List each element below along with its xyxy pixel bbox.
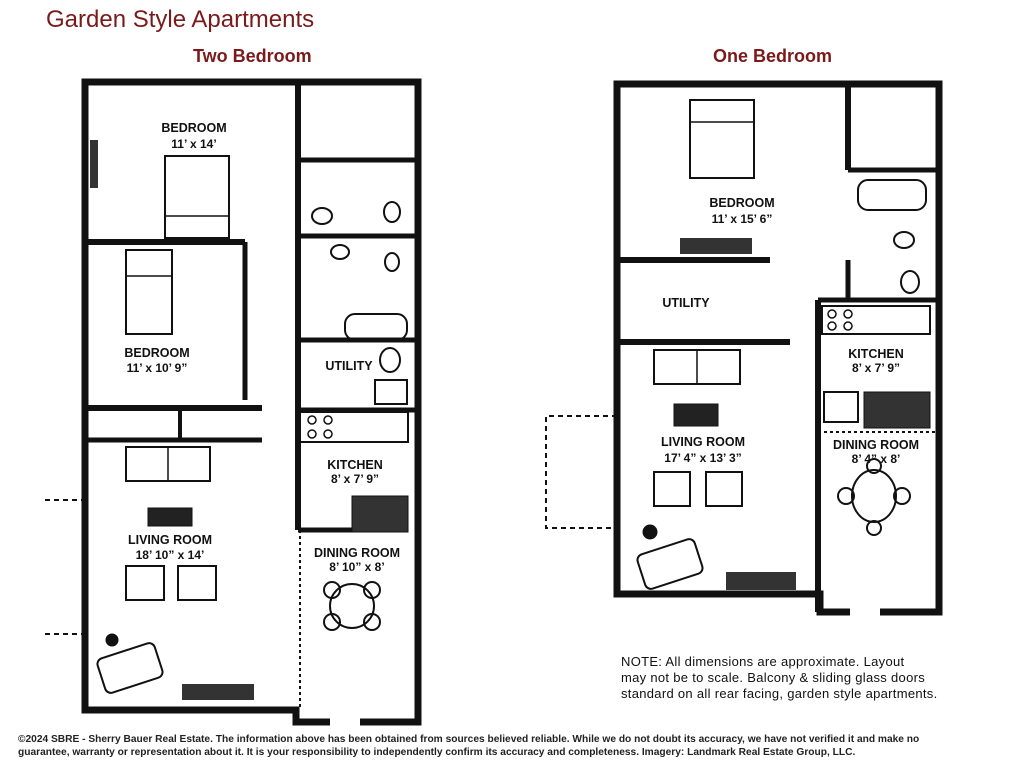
two-bedroom-plan <box>45 82 418 722</box>
copyright-disclaimer <box>18 733 1013 759</box>
one-bed-utility-name: UTILITY <box>662 296 710 310</box>
two-bed-bedroom1-dims: 11’ x 14’ <box>171 137 217 151</box>
note-line: standard on all rear facing, garden style apartments. <box>621 686 938 701</box>
two-bed-kitchen-dims: 8’ x 7’ 9” <box>330 472 380 486</box>
disclaimer-line: ©2024 SBRE - Sherry Bauer Real Estate. The information above has been obtained from sources believed reliable. While we do not doubt its accuracy, we have not verified it and make no <box>18 734 920 745</box>
one-bed-kitchen-name: KITCHEN <box>848 347 904 361</box>
two-bedroom-title: Two Bedroom <box>193 46 312 66</box>
two-bed-kitchen-name: KITCHEN <box>327 458 383 472</box>
two-bed-bedroom1-name: BEDROOM <box>161 121 227 135</box>
note-line: NOTE: All dimensions are approximate. Layout <box>621 654 905 669</box>
one-bed-living-dims: 17’ 4” x 13’ 3” <box>664 451 742 465</box>
dimensions-note <box>621 654 991 702</box>
page-title: Garden Style Apartments <box>46 6 315 33</box>
note-line: may not be to scale. Balcony & sliding glass doors <box>621 670 926 685</box>
two-bed-living-name: LIVING ROOM <box>127 533 213 547</box>
one-bed-living-name: LIVING ROOM <box>660 435 746 449</box>
two-bed-dining-name: DINING ROOM <box>313 546 401 560</box>
two-bed-utility-name: UTILITY <box>325 359 373 373</box>
two-bed-living-dims: 18’ 10” x 14’ <box>135 548 205 562</box>
disclaimer-line: guarantee, warranty or representation about it. It is your responsibility to independently confirm its accuracy and completeness. Imagery: Landmark Real Estate Group, LLC. <box>18 747 856 758</box>
two-bed-dining-dims: 8’ 10” x 8’ <box>329 560 385 574</box>
one-bed-kitchen-dims: 8’ x 7’ 9” <box>851 361 901 375</box>
two-bed-bedroom2-dims: 11’ x 10’ 9” <box>126 361 188 375</box>
one-bed-dining-name: DINING ROOM <box>832 438 920 452</box>
one-bed-dining-dims: 8’ 4” x 8’ <box>851 452 901 466</box>
one-bed-bedroom-name: BEDROOM <box>709 196 775 210</box>
two-bed-bedroom2-name: BEDROOM <box>124 346 190 360</box>
one-bed-bedroom-dims: 11’ x 15’ 6” <box>711 212 773 226</box>
one-bedroom-title: One Bedroom <box>713 46 833 66</box>
